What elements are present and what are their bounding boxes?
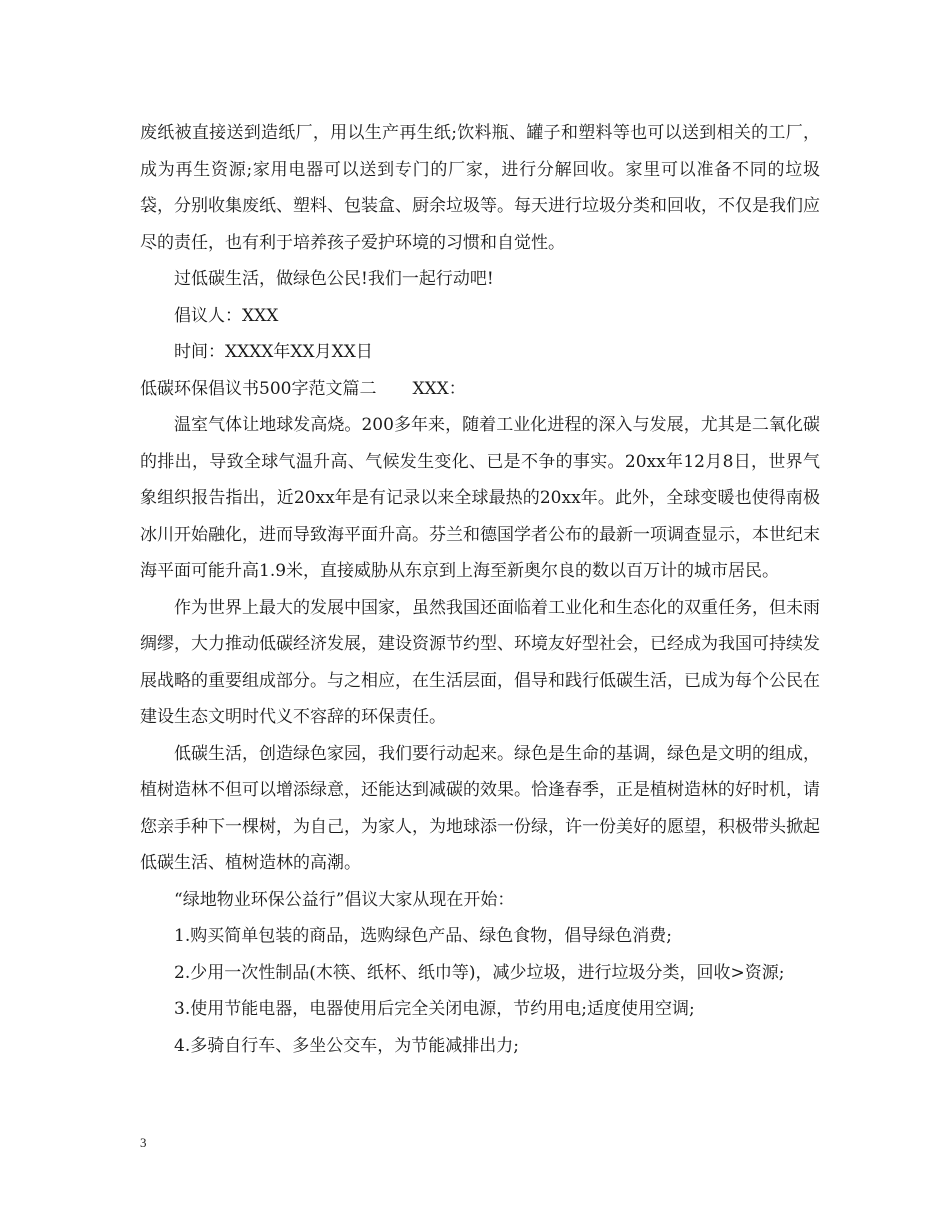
document-body (140, 115, 820, 1064)
paragraph-greenhouse: 温室气体让地球发高烧。200多年来，随着工业化进程的深入与发展，尤其是二氧化碳的排出，导致全球气温升高、气候发生变化、已是不争的事实。20xx年12月8日，世界气象组织报告指出，近20xx年是有记录以来全球最热的20xx年。此外，全球变暖也使得南极冰川开始融化，进而导致海平面升高。芬兰和德国学者公布的最新一项调查显示，本世纪末海平面可能升高1.9米，直接威胁从东京到上海至新奥尔良的数以百万计的城市居民。 (140, 415, 820, 581)
list-item-2: 2.少用一次性制品(木筷、纸杯、纸巾等)，减少垃圾，进行垃圾分类，回收>资源; (174, 962, 785, 983)
date-line: 时间：XXXX年XX月XX日 (174, 342, 373, 362)
paragraph-green-home: 低碳生活，创造绿色家园，我们要行动起来。绿色是生命的基调，绿色是文明的组成，植树造林不但可以增添绿意，还能达到减碳的效果。恰逢春季，正是植树造林的好时机，请您亲手种下一棵树，为自己，为家人，为地球添一份绿，许一份美好的愿望，积极带头掀起低碳生活、植树造林的高潮。 (140, 743, 820, 873)
paragraph-recycling: 废纸被直接送到造纸厂，用以生产再生纸;饮料瓶、罐子和塑料等也可以送到相关的工厂，成为再生资源;家用电器可以送到专门的厂家，进行分解回收。家里可以准备不同的垃圾袋，分别收集废纸、塑料、包装盒、厨余垃圾等。每天进行垃圾分类和回收，不仅是我们应尽的责任，也有利于培养孩子爱护环境的习惯和自觉性。 (140, 123, 820, 253)
list-item-3: 3.使用节能电器，电器使用后完全关闭电源，节约用电;适度使用空调; (174, 999, 695, 1019)
list-item-4: 4.多骑自行车、多坐公交车，为节能减排出力; (174, 1035, 519, 1056)
paragraph-initiative-intro: “绿地物业环保公益行”倡议大家从现在开始： (174, 889, 515, 910)
section-salutation: XXX： (412, 378, 466, 399)
page-number: 3 (140, 1135, 147, 1150)
paragraph-developing-country: 作为世界上最大的发展中国家，虽然我国还面临着工业化和生态化的双重任务，但未雨绸缪，大力推动低碳经济发展，建设资源节约型、环境友好型社会，已经成为我国可持续发展战略的重要组成部分。与之相应，在生活层面，倡导和践行低碳生活，已成为每个公民在建设生态文明时代义不容辞的环保责任。 (140, 597, 820, 727)
section-heading (140, 371, 820, 408)
list-item-1: 1.购买简单包装的商品，选购绿色产品、绿色食物，倡导绿色消费; (174, 926, 672, 946)
proposer-line: 倡议人：XXX (174, 305, 279, 326)
section-title: 低碳环保倡议书500字范文篇二 (140, 378, 377, 399)
paragraph-call-to-action: 过低碳生活，做绿色公民!我们一起行动吧! (174, 269, 494, 289)
